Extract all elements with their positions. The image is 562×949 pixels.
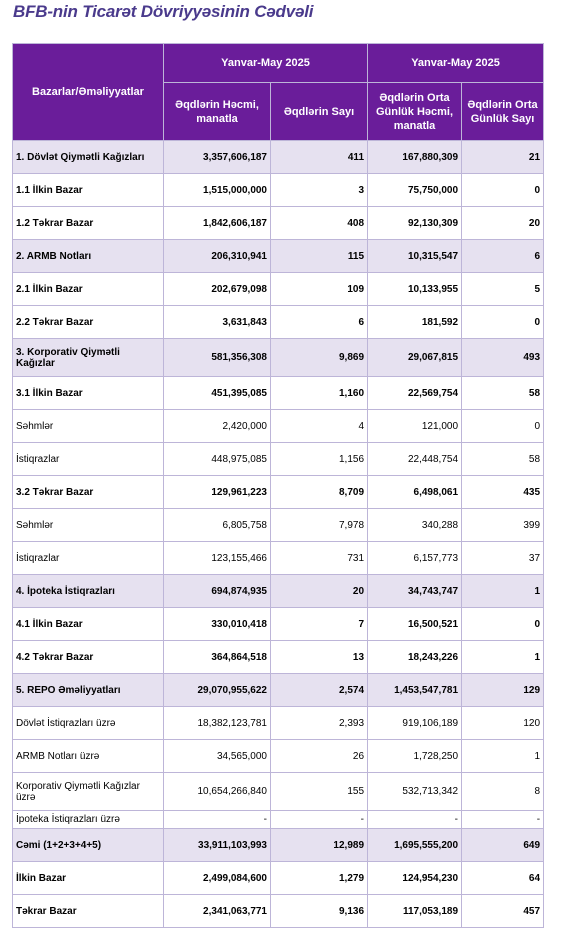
row-label-cell: 3.2 Təkrar Bazar	[13, 476, 164, 509]
table-body	[13, 141, 544, 928]
volume-cell: 18,382,123,781	[164, 707, 271, 740]
table-row	[13, 674, 544, 707]
row-label-cell: 3. Korporativ Qiymətli Kağızlar	[13, 339, 164, 377]
avg-count-cell: 0	[462, 174, 544, 207]
row-label-cell: 4.2 Təkrar Bazar	[13, 641, 164, 674]
table-row	[13, 740, 544, 773]
row-label-cell: 1.1 İlkin Bazar	[13, 174, 164, 207]
count-cell: 1,160	[271, 377, 368, 410]
page-title: BFB-nin Ticarət Dövriyyəsinin Cədvəli	[13, 2, 314, 21]
table-row	[13, 141, 544, 174]
volume-cell: 10,654,266,840	[164, 773, 271, 811]
table-row	[13, 811, 544, 829]
row-label-cell: 1.2 Təkrar Bazar	[13, 207, 164, 240]
row-label-cell: 4.1 İlkin Bazar	[13, 608, 164, 641]
avg-volume-cell: 340,288	[368, 509, 462, 542]
avg-count-cell: 64	[462, 862, 544, 895]
period-header-2: Yanvar-May 2025	[368, 44, 544, 83]
volume-cell: 2,341,063,771	[164, 895, 271, 928]
row-label-cell: İpoteka İstiqrazları üzrə	[13, 811, 164, 829]
volume-cell: 206,310,941	[164, 240, 271, 273]
count-cell: 20	[271, 575, 368, 608]
volume-cell: 33,911,103,993	[164, 829, 271, 862]
avg-volume-cell: 92,130,309	[368, 207, 462, 240]
row-label-cell: ARMB Notları üzrə	[13, 740, 164, 773]
table-row	[13, 707, 544, 740]
avg-count-cell: 435	[462, 476, 544, 509]
avg-volume-cell: 121,000	[368, 410, 462, 443]
row-label-cell: 2. ARMB Notları	[13, 240, 164, 273]
count-cell: 109	[271, 273, 368, 306]
avg-volume-cell: 181,592	[368, 306, 462, 339]
row-label-cell: İstiqrazlar	[13, 443, 164, 476]
avg-volume-cell: 10,133,955	[368, 273, 462, 306]
avg-volume-cell: 1,728,250	[368, 740, 462, 773]
table-row	[13, 476, 544, 509]
avg-volume-cell: 18,243,226	[368, 641, 462, 674]
avg-volume-cell: 6,157,773	[368, 542, 462, 575]
period-header-1: Yanvar-May 2025	[164, 44, 368, 83]
row-label-cell: Səhmlər	[13, 410, 164, 443]
volume-cell: 581,356,308	[164, 339, 271, 377]
avg-count-cell: 37	[462, 542, 544, 575]
table-row	[13, 641, 544, 674]
count-cell: 7,978	[271, 509, 368, 542]
avg-volume-cell: 1,695,555,200	[368, 829, 462, 862]
table-row	[13, 862, 544, 895]
count-cell: 411	[271, 141, 368, 174]
count-cell: 2,393	[271, 707, 368, 740]
volume-cell: 451,395,085	[164, 377, 271, 410]
row-label-cell: Təkrar Bazar	[13, 895, 164, 928]
table-row	[13, 509, 544, 542]
avg-count-cell: 0	[462, 306, 544, 339]
volume-cell: 1,515,000,000	[164, 174, 271, 207]
row-label-cell: Korporativ Qiymətli Kağızlar üzrə	[13, 773, 164, 811]
table-row	[13, 306, 544, 339]
volume-column-header: Əqdlərin Həcmi, manatla	[164, 83, 271, 141]
row-label-cell: İlkin Bazar	[13, 862, 164, 895]
avg-volume-cell: -	[368, 811, 462, 829]
avg-count-cell: 21	[462, 141, 544, 174]
avg-volume-cell: 16,500,521	[368, 608, 462, 641]
volume-cell: 330,010,418	[164, 608, 271, 641]
count-cell: 3	[271, 174, 368, 207]
count-cell: 2,574	[271, 674, 368, 707]
table-row	[13, 443, 544, 476]
avg-count-cell: 120	[462, 707, 544, 740]
volume-cell: 448,975,085	[164, 443, 271, 476]
volume-cell: 202,679,098	[164, 273, 271, 306]
avg-volume-cell: 29,067,815	[368, 339, 462, 377]
volume-cell: -	[164, 811, 271, 829]
avg-count-cell: 649	[462, 829, 544, 862]
turnover-table	[12, 43, 544, 928]
avg-count-cell: 6	[462, 240, 544, 273]
table-row	[13, 339, 544, 377]
avg-volume-cell: 919,106,189	[368, 707, 462, 740]
row-label-cell: 2.2 Təkrar Bazar	[13, 306, 164, 339]
avg-count-column-header: Əqdlərin Orta Günlük Sayı	[462, 83, 544, 141]
volume-cell: 364,864,518	[164, 641, 271, 674]
count-cell: 1,156	[271, 443, 368, 476]
volume-cell: 3,357,606,187	[164, 141, 271, 174]
avg-count-cell: 5	[462, 273, 544, 306]
row-label-cell: 2.1 İlkin Bazar	[13, 273, 164, 306]
table-row	[13, 608, 544, 641]
avg-count-cell: 58	[462, 377, 544, 410]
avg-volume-cell: 75,750,000	[368, 174, 462, 207]
avg-count-cell: 8	[462, 773, 544, 811]
avg-count-cell: 0	[462, 410, 544, 443]
count-cell: 155	[271, 773, 368, 811]
avg-volume-cell: 22,448,754	[368, 443, 462, 476]
avg-count-cell: 493	[462, 339, 544, 377]
volume-cell: 129,961,223	[164, 476, 271, 509]
avg-count-cell: 457	[462, 895, 544, 928]
avg-volume-cell: 34,743,747	[368, 575, 462, 608]
count-cell: 13	[271, 641, 368, 674]
avg-count-cell: 399	[462, 509, 544, 542]
table-row	[13, 273, 544, 306]
row-label-cell: 3.1 İlkin Bazar	[13, 377, 164, 410]
row-label-cell: 4. İpoteka İstiqrazları	[13, 575, 164, 608]
table-row	[13, 377, 544, 410]
table-row	[13, 207, 544, 240]
count-cell: 7	[271, 608, 368, 641]
row-label-cell: Dövlət İstiqrazları üzrə	[13, 707, 164, 740]
avg-volume-column-header: Əqdlərin Orta Günlük Həcmi, manatla	[368, 83, 462, 141]
count-cell: 26	[271, 740, 368, 773]
count-cell: 115	[271, 240, 368, 273]
row-label-header: Bazarlar/Əməliyyatlar	[13, 44, 164, 141]
count-cell: 731	[271, 542, 368, 575]
table-row	[13, 575, 544, 608]
volume-cell: 1,842,606,187	[164, 207, 271, 240]
avg-volume-cell: 6,498,061	[368, 476, 462, 509]
avg-count-cell: 20	[462, 207, 544, 240]
avg-count-cell: 1	[462, 575, 544, 608]
table-row	[13, 829, 544, 862]
volume-cell: 29,070,955,622	[164, 674, 271, 707]
table-row	[13, 410, 544, 443]
avg-count-cell: 58	[462, 443, 544, 476]
table-row	[13, 895, 544, 928]
volume-cell: 694,874,935	[164, 575, 271, 608]
count-cell: 12,989	[271, 829, 368, 862]
table-row	[13, 240, 544, 273]
volume-cell: 123,155,466	[164, 542, 271, 575]
volume-cell: 34,565,000	[164, 740, 271, 773]
row-label-cell: 1. Dövlət Qiymətli Kağızları	[13, 141, 164, 174]
count-cell: 9,136	[271, 895, 368, 928]
avg-count-cell: 129	[462, 674, 544, 707]
avg-count-cell: 1	[462, 740, 544, 773]
avg-volume-cell: 532,713,342	[368, 773, 462, 811]
volume-cell: 2,420,000	[164, 410, 271, 443]
avg-volume-cell: 10,315,547	[368, 240, 462, 273]
count-cell: 9,869	[271, 339, 368, 377]
count-cell: 8,709	[271, 476, 368, 509]
count-column-header: Əqdlərin Sayı	[271, 83, 368, 141]
volume-cell: 2,499,084,600	[164, 862, 271, 895]
count-cell: -	[271, 811, 368, 829]
table-row	[13, 174, 544, 207]
avg-volume-cell: 22,569,754	[368, 377, 462, 410]
avg-count-cell: 1	[462, 641, 544, 674]
volume-cell: 6,805,758	[164, 509, 271, 542]
count-cell: 1,279	[271, 862, 368, 895]
table-row	[13, 542, 544, 575]
count-cell: 6	[271, 306, 368, 339]
avg-volume-cell: 167,880,309	[368, 141, 462, 174]
row-label-cell: 5. REPO Əməliyyatları	[13, 674, 164, 707]
avg-count-cell: -	[462, 811, 544, 829]
avg-volume-cell: 117,053,189	[368, 895, 462, 928]
table-row	[13, 773, 544, 811]
row-label-cell: İstiqrazlar	[13, 542, 164, 575]
avg-count-cell: 0	[462, 608, 544, 641]
count-cell: 408	[271, 207, 368, 240]
count-cell: 4	[271, 410, 368, 443]
row-label-cell: Cəmi (1+2+3+4+5)	[13, 829, 164, 862]
row-label-cell: Səhmlər	[13, 509, 164, 542]
avg-volume-cell: 1,453,547,781	[368, 674, 462, 707]
avg-volume-cell: 124,954,230	[368, 862, 462, 895]
volume-cell: 3,631,843	[164, 306, 271, 339]
